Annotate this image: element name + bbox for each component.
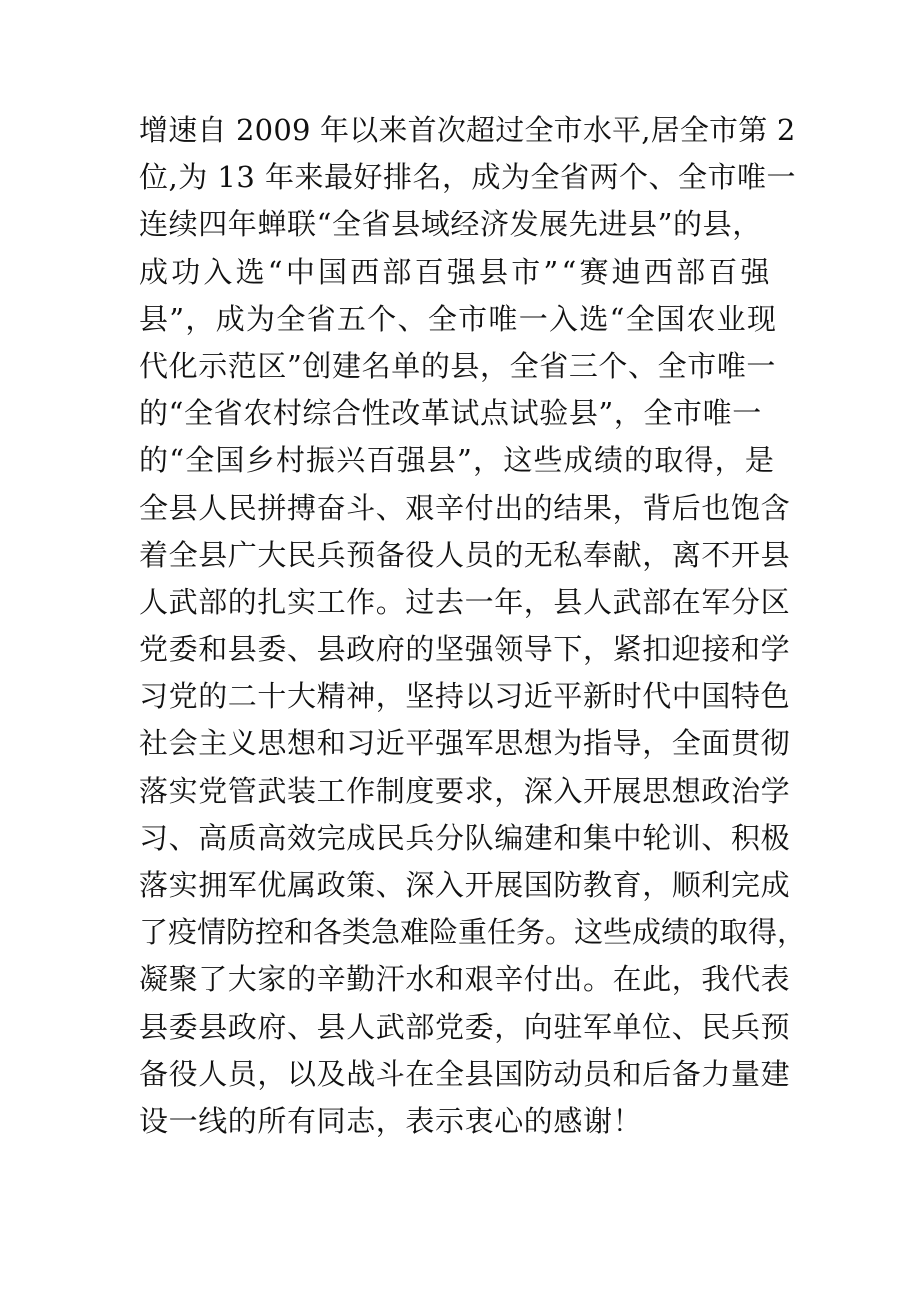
text-line: 着全县广大民兵预备役人员的无私奉献，离不开县	[139, 537, 791, 572]
text-line: 备役人员，以及战斗在全县国防动员和后备力量建	[139, 1056, 791, 1091]
text-line: 县委县政府、县人武部党委，向驻军单位、民兵预	[139, 1009, 791, 1044]
text-line: 增速自 2009 年以来首次超过全市水平,居全市第 2	[139, 113, 796, 147]
text-line: 习、高质高效完成民兵分队编建和集中轮训、积极	[139, 820, 791, 855]
text-line: 全县人民拼搏奋斗、艰辛付出的结果，背后也饱含	[139, 490, 791, 525]
text-line: 落实拥军优属政策、深入开展国防教育，顺利完成	[139, 868, 791, 902]
body-paragraph	[139, 107, 839, 1145]
text-line: 了疫情防控和各类急难险重任务。这些成绩的取得，	[139, 915, 807, 950]
text-line: 的“全国乡村振兴百强县”，这些成绩的取得，是	[139, 443, 776, 478]
text-line: 人武部的扎实工作。过去一年，县人武部在军分区	[139, 584, 791, 619]
text-line: 凝聚了大家的辛勤汗水和艰辛付出。在此，我代表	[139, 962, 791, 997]
text-line: 连续四年蝉联“全省县域经济发展先进县”的县，	[139, 207, 762, 242]
text-line: 县”，成为全省五个、全市唯一入选“全国农业现	[139, 301, 778, 336]
text-line: 位,为 13 年来最好排名，成为全省两个、全市唯一	[139, 160, 797, 195]
text-line: 设一线的所有同志，表示衷心的感谢！	[139, 1103, 643, 1138]
text-line: 的“全省农村综合性改革试点试验县”，全市唯一	[139, 396, 762, 431]
text-line: 社会主义思想和习近平强军思想为指导，全面贯彻	[139, 726, 791, 761]
text-line: 习党的二十大精神，坚持以习近平新时代中国特色	[139, 679, 791, 714]
text-line: 党委和县委、县政府的坚强领导下，紧扣迎接和学	[139, 632, 791, 667]
text-line: 代化示范区”创建名单的县，全省三个、全市唯一	[139, 348, 777, 383]
text-line: 成功入选“中国西部百强县市”“赛迪西部百强	[139, 254, 773, 289]
text-line: 落实党管武装工作制度要求，深入开展思想政治学	[139, 773, 791, 808]
